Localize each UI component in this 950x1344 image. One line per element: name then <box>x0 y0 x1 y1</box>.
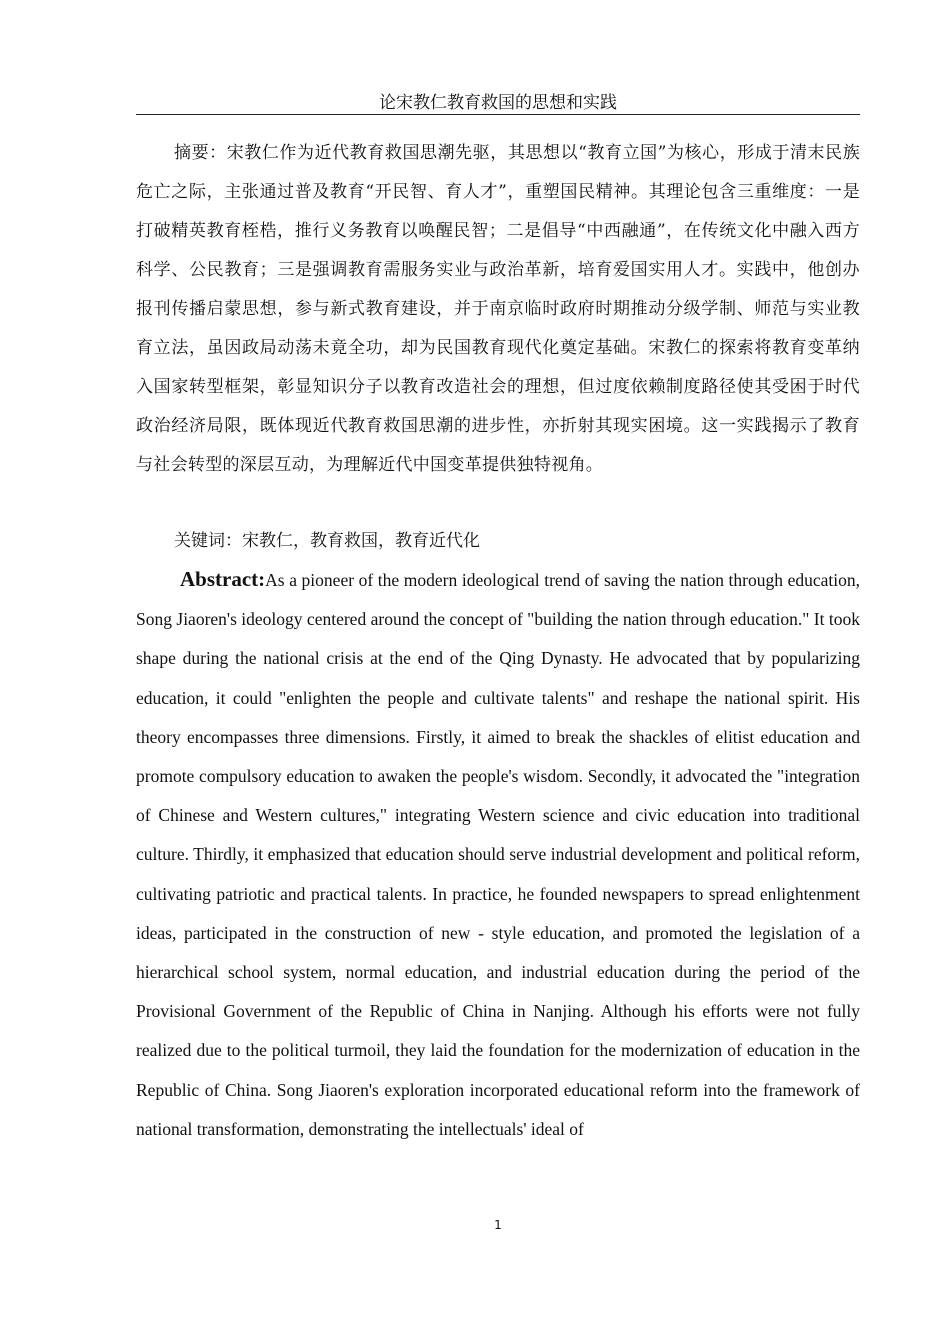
running-header: 论宋教仁教育救国的思想和实践 <box>379 93 617 113</box>
chinese-abstract-label: 摘要： <box>174 143 227 163</box>
english-abstract <box>136 560 860 1149</box>
english-abstract-label: Abstract: <box>180 567 266 591</box>
english-abstract-text: As a pioneer of the modern ideological trend of saving the nation through education, Song Jiaoren's ideology centered around the concept of "building the nation through education." It took shape during the national crisis at the end of the Qing Dynasty. He advocated that by popularizing education, it could "enlighten the people and cultivate talents" and reshape the national spirit. His theory encompasses three dimensions. Firstly, it aimed to break the shackles of elitist education and promote compulsory education to awaken the people's wisdom. Secondly, it advocated the "integration of Chinese and Western cultures," integrating Western science and civic education into traditional culture. Thirdly, it emphasized that education should serve industrial development and political reform, cultivating patriotic and practical talents. In practice, he founded newspapers to spread enlightenment ideas, participated in the construction of new - style education, and promoted the legislation of a hierarchical school system, normal education, and industrial education during the period of the Provisional Government of the Republic of China in Nanjing. Although his efforts were not fully realized due to the political turmoil, they laid the foundation for the modernization of education in the Republic of China. Song Jiaoren's exploration incorporated educational reform into the framework of national transformation, demonstrating the intellectuals' ideal of <box>136 570 860 1139</box>
keywords-label: 关键词： <box>174 531 242 551</box>
header-divider <box>136 114 860 115</box>
chinese-keywords <box>136 524 860 558</box>
chinese-abstract <box>136 134 860 485</box>
page-number: 1 <box>494 1218 502 1232</box>
keywords-text: 宋教仁，教育救国，教育近代化 <box>242 531 480 551</box>
chinese-abstract-text: 宋教仁作为近代教育救国思潮先驱，其思想以“教育立国”为核心，形成于清末民族危亡之际，主张通过普及教育“开民智、育人才”，重塑国民精神。其理论包含三重维度：一是打破精英教育桎梏，推行义务教育以唤醒民智；二是倡导“中西融通”，在传统文化中融入西方科学、公民教育；三是强调教育需服务实业与政治革新，培育爱国实用人才。实践中，他创办报刊传播启蒙思想，参与新式教育建设，并于南京临时政府时期推动分级学制、师范与实业教育立法，虽因政局动荡未竟全功，却为民国教育现代化奠定基础。宋教仁的探索将教育变革纳入国家转型框架，彰显知识分子以教育改造社会的理想，但过度依赖制度路径使其受困于时代政治经济局限，既体现近代教育救国思潮的进步性，亦折射其现实困境。这一实践揭示了教育与社会转型的深层互动，为理解近代中国变革提供独特视角。 <box>136 143 860 475</box>
